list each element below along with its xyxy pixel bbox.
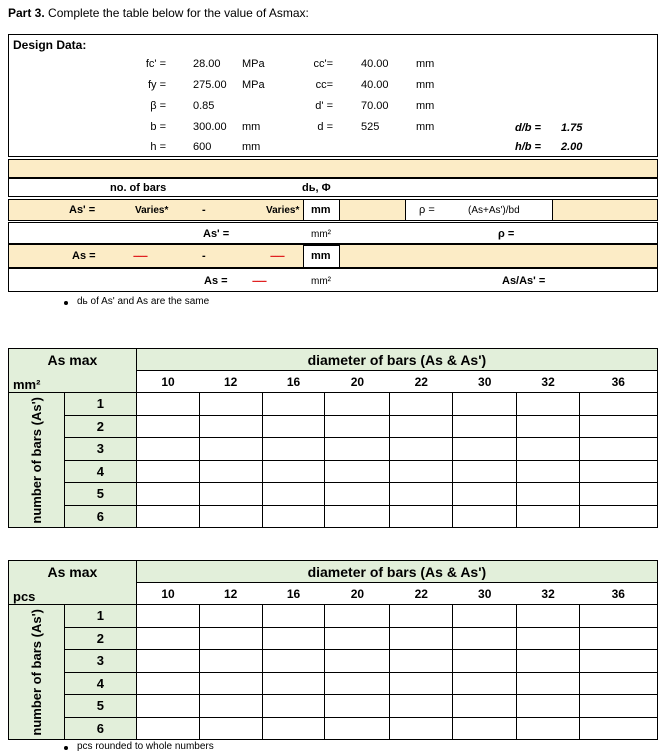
input-cell[interactable] — [580, 505, 658, 528]
design-data-label: Design Data: — [13, 38, 87, 52]
table-row — [9, 393, 658, 416]
table-row — [9, 650, 658, 673]
input-cell[interactable] — [325, 672, 390, 695]
table2-grid — [8, 560, 658, 740]
design-data-v1-row3: 0.85 — [193, 100, 215, 112]
input-cell[interactable] — [199, 415, 262, 438]
unit-label: mm² — [9, 371, 137, 393]
input-cell[interactable] — [390, 438, 453, 461]
part-instructions: Complete the table below for the value of Asmax: — [44, 6, 309, 20]
design-data-u1-row1: MPa — [242, 58, 265, 70]
mm2-unit-2: mm² — [311, 276, 331, 287]
input-cell[interactable] — [262, 627, 325, 650]
as-eq-label: As = — [72, 250, 96, 262]
design-data-v2-row1: 40.00 — [361, 58, 389, 70]
input-cell[interactable] — [517, 605, 580, 628]
design-data-k2-row3: d' = — [315, 100, 333, 112]
input-cell[interactable] — [199, 605, 262, 628]
db-value: 1.75 — [561, 122, 583, 134]
rho-result-label: ρ = — [498, 228, 515, 240]
input-cell[interactable] — [517, 695, 580, 718]
diameter-20: 20 — [325, 371, 390, 393]
input-cell[interactable] — [517, 505, 580, 528]
input-cell[interactable] — [390, 650, 453, 673]
input-cell[interactable] — [580, 605, 658, 628]
varies-value-1: Varies* — [135, 205, 169, 216]
design-data-k2-row4: d = — [317, 121, 333, 133]
db-phi-label: dь, Φ — [302, 182, 331, 194]
diameter-header: diameter of bars (As & As') — [136, 349, 657, 371]
diameter-30: 30 — [453, 583, 517, 605]
input-cell[interactable] — [262, 393, 325, 416]
design-data-k1-row4: b = — [150, 121, 166, 133]
hb-value: 2.00 — [561, 141, 583, 153]
input-cell[interactable] — [325, 717, 390, 740]
input-cell[interactable] — [199, 438, 262, 461]
table-title: As max — [9, 349, 137, 371]
input-cell[interactable] — [453, 483, 517, 506]
diameter-22: 22 — [390, 583, 453, 605]
design-data-frame — [8, 34, 658, 157]
input-cell[interactable] — [390, 393, 453, 416]
varies-value-2: Varies* — [266, 205, 300, 216]
red-dash-2: ------ — [270, 251, 284, 262]
table1-grid — [8, 348, 658, 528]
side-label: number of bars (As') — [28, 396, 44, 524]
as-result-label: As = — [204, 275, 228, 287]
no-of-bars-label: no. of bars — [110, 182, 167, 194]
input-cell[interactable] — [580, 650, 658, 673]
input-cell[interactable] — [390, 415, 453, 438]
red-dash-1: ------ — [133, 251, 147, 262]
input-cell[interactable] — [580, 438, 658, 461]
calc-row-as-result — [8, 268, 658, 292]
input-cell[interactable] — [262, 650, 325, 673]
diameter-20: 20 — [325, 583, 390, 605]
db-label: d/b = — [515, 122, 541, 134]
diameter-36: 36 — [580, 371, 658, 393]
input-cell[interactable] — [199, 460, 262, 483]
input-cell[interactable] — [453, 650, 517, 673]
design-data-u2-row2: mm — [416, 79, 435, 91]
input-cell[interactable] — [136, 505, 199, 528]
bar-count-6: 6 — [64, 505, 136, 528]
input-cell[interactable] — [453, 505, 517, 528]
input-cell[interactable] — [580, 415, 658, 438]
input-cell[interactable] — [453, 438, 517, 461]
bar-count-5: 5 — [64, 695, 136, 718]
input-cell[interactable] — [580, 695, 658, 718]
input-cell[interactable] — [199, 627, 262, 650]
input-cell[interactable] — [517, 483, 580, 506]
input-cell[interactable] — [262, 672, 325, 695]
design-data-u2-row4: mm — [416, 121, 435, 133]
diameter-36: 36 — [580, 583, 658, 605]
input-cell[interactable] — [580, 460, 658, 483]
input-cell[interactable] — [136, 695, 199, 718]
design-data-v2-row4: 525 — [361, 121, 380, 133]
input-cell[interactable] — [517, 717, 580, 740]
input-cell[interactable] — [390, 627, 453, 650]
input-cell[interactable] — [136, 415, 199, 438]
input-cell[interactable] — [199, 650, 262, 673]
diameter-22: 22 — [390, 371, 453, 393]
rho-formula: (As+As')/bd — [468, 205, 520, 216]
rho-eq-label: ρ = — [419, 204, 435, 216]
input-cell[interactable] — [199, 717, 262, 740]
diameter-16: 16 — [262, 583, 325, 605]
input-cell[interactable] — [390, 672, 453, 695]
table-row — [9, 460, 658, 483]
dash-value-1: - — [202, 204, 206, 216]
input-cell[interactable] — [517, 460, 580, 483]
table-row — [9, 483, 658, 506]
input-cell[interactable] — [517, 650, 580, 673]
table-row — [9, 627, 658, 650]
bar-count-1: 1 — [64, 605, 136, 628]
input-cell[interactable] — [325, 605, 390, 628]
input-cell[interactable] — [262, 605, 325, 628]
input-cell[interactable] — [517, 438, 580, 461]
input-cell[interactable] — [325, 505, 390, 528]
design-data-u2-row1: mm — [416, 58, 435, 70]
input-cell[interactable] — [199, 505, 262, 528]
bullet-2 — [64, 746, 68, 750]
input-cell[interactable] — [453, 605, 517, 628]
bar-count-3: 3 — [64, 438, 136, 461]
input-cell[interactable] — [453, 415, 517, 438]
note-db-same: dь of As' and As are the same — [77, 296, 210, 307]
input-cell[interactable] — [390, 717, 453, 740]
input-cell[interactable] — [262, 695, 325, 718]
input-cell[interactable] — [580, 393, 658, 416]
dash-value-2: - — [202, 250, 206, 262]
bar-count-3: 3 — [64, 650, 136, 673]
diameter-10: 10 — [136, 371, 199, 393]
design-data-k1-row2: fy = — [147, 79, 166, 91]
input-cell[interactable] — [453, 460, 517, 483]
table-row — [9, 672, 658, 695]
input-cell[interactable] — [325, 460, 390, 483]
input-cell[interactable] — [453, 695, 517, 718]
input-cell[interactable] — [517, 627, 580, 650]
input-cell[interactable] — [580, 717, 658, 740]
part-title — [8, 6, 309, 20]
design-data-v1-row2: 275.00 — [193, 79, 227, 91]
design-data-v1-row1: 28.00 — [193, 58, 221, 70]
bar-count-4: 4 — [64, 460, 136, 483]
input-cell[interactable] — [580, 483, 658, 506]
bar-count-2: 2 — [64, 415, 136, 438]
diameter-12: 12 — [199, 371, 262, 393]
table-row — [9, 505, 658, 528]
input-cell[interactable] — [517, 393, 580, 416]
input-cell[interactable] — [325, 695, 390, 718]
input-cell[interactable] — [199, 483, 262, 506]
side-label: number of bars (As') — [28, 608, 44, 736]
diameter-12: 12 — [199, 583, 262, 605]
table-row — [9, 717, 658, 740]
input-cell[interactable] — [325, 483, 390, 506]
input-cell[interactable] — [136, 460, 199, 483]
input-cell[interactable] — [136, 438, 199, 461]
input-cell[interactable] — [325, 393, 390, 416]
mm-unit-1: mm — [311, 204, 331, 216]
diameter-header: diameter of bars (As & As') — [136, 561, 657, 583]
design-data-u1-row5: mm — [242, 141, 261, 153]
input-cell[interactable] — [262, 483, 325, 506]
input-cell[interactable] — [136, 605, 199, 628]
input-cell[interactable] — [199, 393, 262, 416]
table-row — [9, 695, 658, 718]
input-cell[interactable] — [390, 460, 453, 483]
design-data-k2-row1: cc'= — [313, 58, 333, 70]
table-row — [9, 605, 658, 628]
mm-unit-2: mm — [311, 250, 331, 262]
bar-count-1: 1 — [64, 393, 136, 416]
input-cell[interactable] — [453, 717, 517, 740]
design-data-v1-row5: 600 — [193, 141, 212, 153]
as-ratio-label: As/As' = — [502, 275, 546, 287]
input-cell[interactable] — [325, 627, 390, 650]
input-cell[interactable] — [136, 650, 199, 673]
input-cell[interactable] — [262, 717, 325, 740]
input-cell[interactable] — [453, 393, 517, 416]
design-data-u1-row4: mm — [242, 121, 261, 133]
input-cell[interactable] — [136, 627, 199, 650]
unit-label: pcs — [9, 583, 137, 605]
calc-row-as-prime-result — [8, 222, 658, 244]
input-cell[interactable] — [390, 483, 453, 506]
design-data-v2-row3: 70.00 — [361, 100, 389, 112]
input-cell[interactable] — [453, 627, 517, 650]
design-data-k1-row1: fc' = — [145, 58, 166, 70]
as-prime-result-label: As' = — [203, 228, 230, 240]
input-cell[interactable] — [580, 627, 658, 650]
input-cell[interactable] — [136, 717, 199, 740]
input-cell[interactable] — [325, 438, 390, 461]
diameter-32: 32 — [517, 371, 580, 393]
part-number: Part 3. — [8, 6, 45, 20]
design-data-u2-row3: mm — [416, 100, 435, 112]
table-row — [9, 438, 658, 461]
diameter-10: 10 — [136, 583, 199, 605]
design-data-v1-row4: 300.00 — [193, 121, 227, 133]
as-prime-eq-label: As' = — [69, 204, 96, 216]
note-pcs-rounded: pcs rounded to whole numbers — [77, 741, 214, 752]
red-dash-3: ------ — [252, 276, 266, 287]
input-cell[interactable] — [517, 415, 580, 438]
input-cell[interactable] — [262, 438, 325, 461]
hb-label: h/b = — [515, 141, 541, 153]
input-cell[interactable] — [453, 672, 517, 695]
bar-count-5: 5 — [64, 483, 136, 506]
input-cell[interactable] — [390, 695, 453, 718]
bar-count-6: 6 — [64, 717, 136, 740]
table-row — [9, 415, 658, 438]
input-cell[interactable] — [136, 393, 199, 416]
bullet-1 — [64, 301, 68, 305]
input-cell[interactable] — [325, 650, 390, 673]
design-data-v2-row2: 40.00 — [361, 79, 389, 91]
input-cell[interactable] — [390, 605, 453, 628]
bar-count-4: 4 — [64, 672, 136, 695]
input-cell[interactable] — [262, 415, 325, 438]
bar-count-2: 2 — [64, 627, 136, 650]
diameter-30: 30 — [453, 371, 517, 393]
design-data-k1-row5: h = — [150, 141, 166, 153]
calc-row-header — [8, 178, 658, 197]
design-data-u1-row2: MPa — [242, 79, 265, 91]
input-cell[interactable] — [199, 672, 262, 695]
table-title: As max — [9, 561, 137, 583]
input-cell[interactable] — [262, 460, 325, 483]
diameter-32: 32 — [517, 583, 580, 605]
input-cell[interactable] — [580, 672, 658, 695]
input-cell[interactable] — [199, 695, 262, 718]
diameter-16: 16 — [262, 371, 325, 393]
input-cell[interactable] — [136, 672, 199, 695]
input-cell[interactable] — [325, 415, 390, 438]
separator-bar — [8, 159, 658, 178]
input-cell[interactable] — [390, 505, 453, 528]
input-cell[interactable] — [262, 505, 325, 528]
design-data-k1-row3: β = — [150, 100, 166, 112]
design-data-k2-row2: cc= — [315, 79, 333, 91]
mm2-unit-1: mm² — [311, 229, 331, 240]
input-cell[interactable] — [517, 672, 580, 695]
input-cell[interactable] — [136, 483, 199, 506]
